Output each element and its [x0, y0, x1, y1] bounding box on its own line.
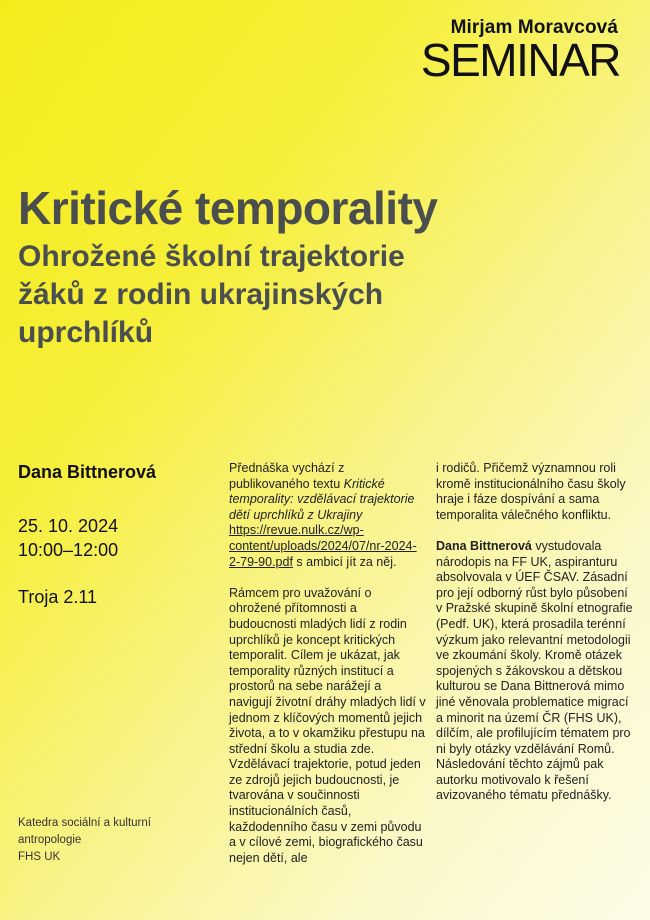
- abstract-part: Rámcem pro uvažování o ohrožené přítomnosti a budoucnosti mladých lidí z rodin uprchlíků je koncept kritických temporalit. Cílem je ukázat, jak temporality různých institucí a prostorů na sebe narážejí a navigují životní dráhy mladých lidí v jednom z klíčových momentů jejich života, a to v okamžiku přestupu na střední školu a studia zde. Vzdělávací trajektorie, potud jeden ze zdrojů jejich budoucnosti, je tvarována v součinnosti institucionálních časů, každodenního času v zemi původu a v cílové zemi, biografického času nejen dětí, ale: [229, 585, 426, 865]
- abstract-column-2: [436, 461, 634, 804]
- event-date: 25. 10. 2024: [18, 516, 119, 536]
- abstract-paragraph: [229, 586, 427, 867]
- lecture-subtitle: [18, 238, 538, 352]
- dept-line: Katedra sociální a kulturní: [18, 817, 151, 829]
- department: [18, 815, 151, 866]
- abstract-continuation: [436, 461, 634, 523]
- subtitle-line: uprchlíků: [18, 316, 154, 349]
- abstract-part: i rodičů. Přičemž významnou roli kromě institucionálního času školy hraje i fáze dospívání a sama temporalita válečného konfliktu.: [436, 461, 626, 522]
- event-time: 10:00–12:00: [18, 540, 119, 560]
- series-title: SEMINAR: [420, 34, 620, 86]
- abstract-column-1: [229, 461, 427, 866]
- lecture-title: Kritické temporality: [18, 182, 438, 234]
- bio-text: vystudovala národopis na FF UK, aspiranturu absolvovala v ÚEF ČSAV. Zásadní pro její odborný růst bylo působení v Pražské skupině školní etnografie (Pedf. UK), která prosadila terénní výzkum jako relevantní metodologii ve zkoumání školy. Kromě otázek spojených s žákovskou a dětskou kulturou se Dana Bittnerová mimo jiné věnovala problematice migrací a minorit na území ČR (FHS UK), dílčím, ale profilujícím tématem pro ni byly otázky vzdělávání Romů. Následování těchto zájmů pak autorku motivovalo k řešení avizovaného tématu přednášky.: [436, 538, 633, 803]
- dept-line: antropologie: [18, 834, 82, 846]
- speaker-bio: [436, 539, 634, 804]
- after-link-text: s ambicí jít za něj.: [296, 554, 397, 569]
- speaker-name: Dana Bittnerová: [18, 462, 157, 482]
- abstract-intro: [229, 461, 427, 570]
- article-link[interactable]: https://revue.nulk.cz/wp-content/uploads/2024/07/nr-2024-2-79-90.pdf: [229, 523, 417, 569]
- subtitle-line: žáků z rodin ukrajinských: [18, 278, 384, 311]
- publication-title: Kritické temporality: vzdělávací trajektorie dětí uprchlíků z Ukrajiny: [229, 476, 415, 522]
- event-datetime: [18, 514, 118, 562]
- series-name: Mirjam Moravcová: [450, 17, 618, 38]
- bio-name: Dana Bittnerová: [436, 538, 532, 553]
- event-place: Troja 2.11: [18, 587, 98, 607]
- subtitle-line: Ohrožené školní trajektorie: [18, 240, 405, 273]
- dept-line: FHS UK: [18, 851, 61, 863]
- intro-text: Přednáška vychází z publikovaného textu: [229, 461, 345, 491]
